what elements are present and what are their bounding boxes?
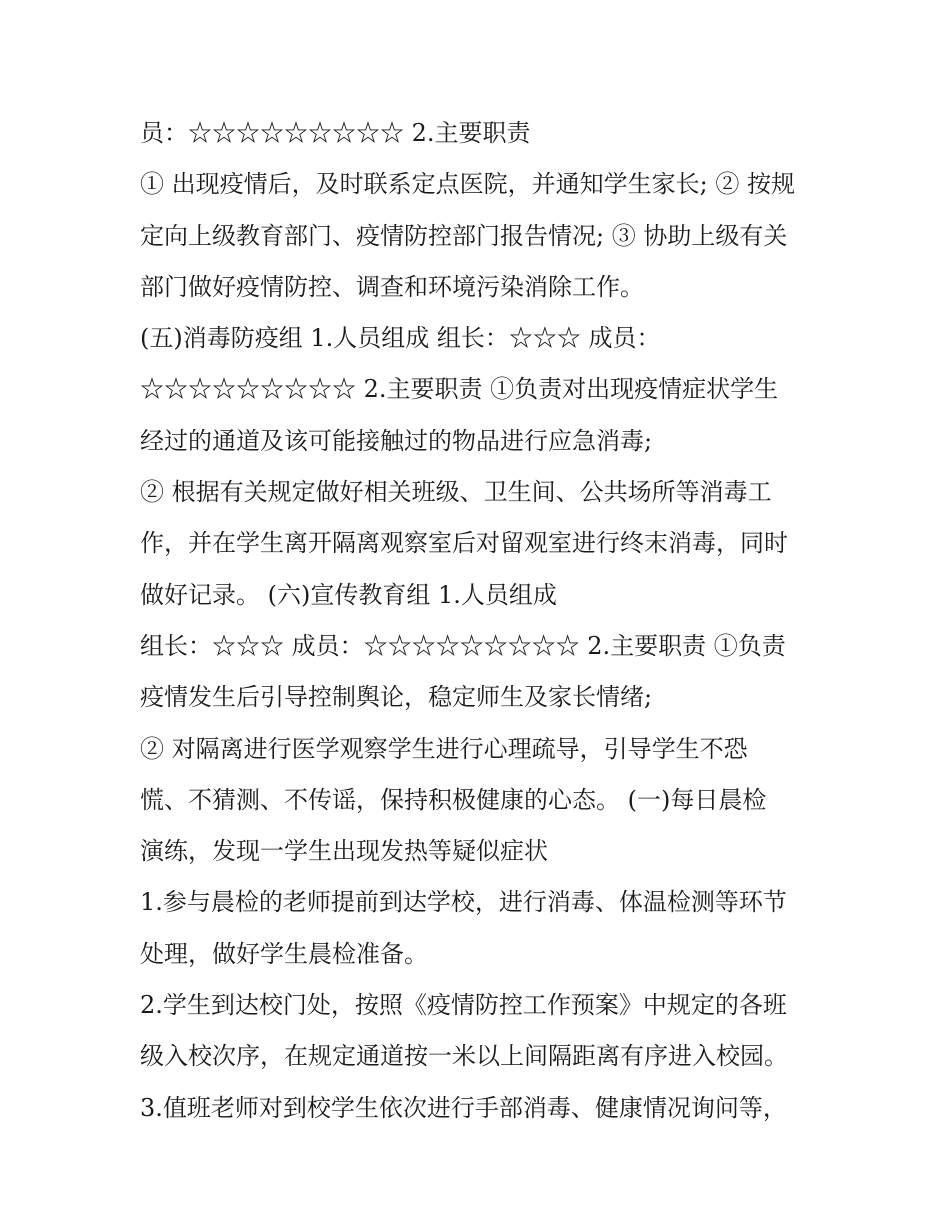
text-line: 处理，做好学生晨检准备。 <box>140 939 428 968</box>
text-line: 演练，发现一学生出现发热等疑似症状 <box>140 837 548 866</box>
document-body <box>140 108 830 1134</box>
text-line: 部门做好疫情防控、调查和环境污染消除工作。 <box>140 272 644 301</box>
text-line: 3.值班老师对到校学生依次进行手部消毒、健康情况询问等， <box>140 1093 787 1122</box>
text-line: (五)消毒防疫组 1.人员组成 组长：☆☆☆ 成员： <box>140 324 661 353</box>
text-line: ☆☆☆☆☆☆☆☆☆ 2.主要职责 ①负责对出现疫情症状学生 <box>140 375 779 404</box>
text-line: 2.学生到达校门处，按照《疫情防控工作预案》中规定的各班 <box>140 991 787 1020</box>
text-line: 定向上级教育部门、疫情防控部门报告情况; ③ 协助上级有关 <box>140 221 788 250</box>
text-line: 1.参与晨检的老师提前到达学校，进行消毒、体温检测等环节 <box>140 888 787 917</box>
text-line: 员：☆☆☆☆☆☆☆☆☆ 2.主要职责 <box>140 119 531 147</box>
text-line: 慌、不猜测、不传谣，保持积极健康的心态。 (一)每日晨检 <box>140 785 767 814</box>
text-line: 组长：☆☆☆ 成员：☆☆☆☆☆☆☆☆☆ 2.主要职责 ①负责 <box>140 631 786 660</box>
text-line: ② 根据有关规定做好相关班级、卫生间、公共场所等消毒工 <box>140 478 772 507</box>
text-line: 作，并在学生离开隔离观察室后对留观室进行终末消毒，同时 <box>140 529 788 558</box>
text-line: 级入校次序，在规定通道按一米以上间隔距离有序进入校园。 <box>140 1042 788 1071</box>
text-line: 做好记录。 (六)宣传教育组 1.人员组成 <box>140 580 557 609</box>
text-line: ② 对隔离进行医学观察学生进行心理疏导，引导学生不恐 <box>140 734 748 763</box>
text-line: ① 出现疫情后，及时联系定点医院，并通知学生家长; ② 按规 <box>140 170 795 199</box>
text-line: 经过的通道及该可能接触过的物品进行应急消毒; <box>140 426 653 455</box>
text-line: 疫情发生后引导控制舆论，稳定师生及家长情绪; <box>140 683 653 712</box>
